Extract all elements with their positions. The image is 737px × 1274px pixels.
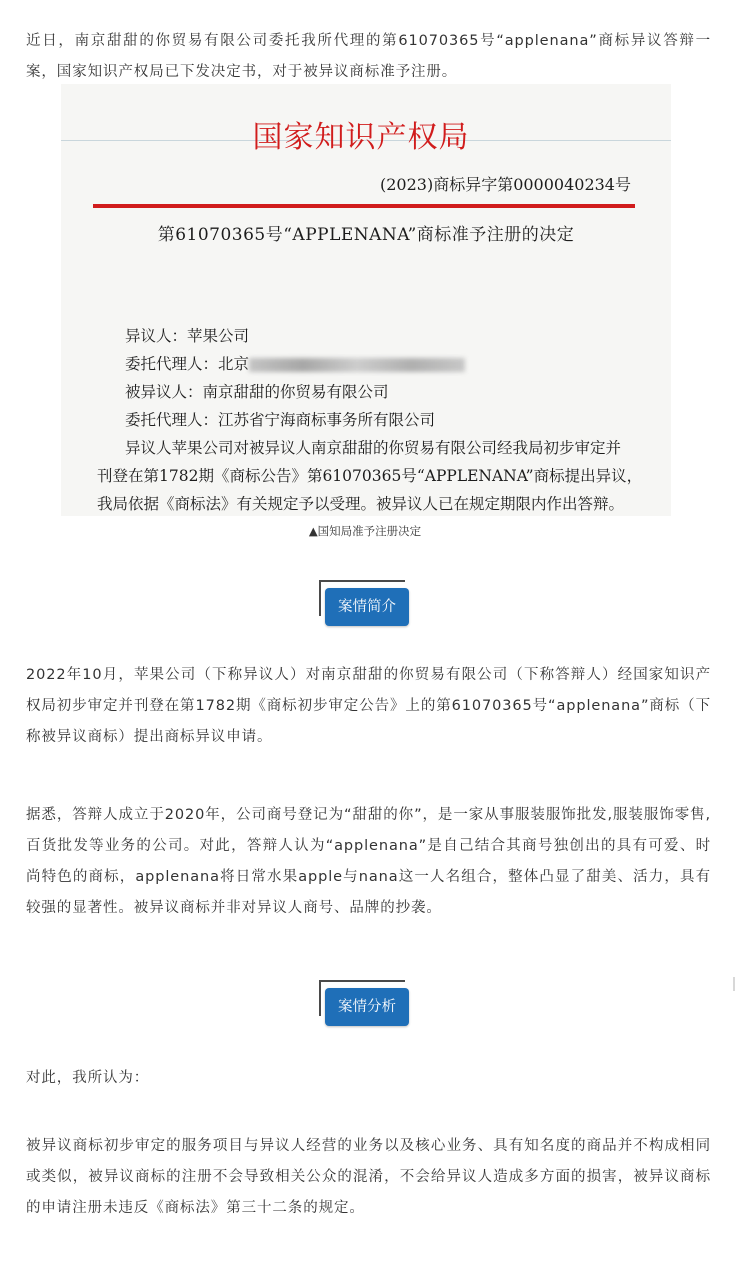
document-org-name: 国家知识产权局 (252, 120, 470, 155)
section-title-case-analysis: 案情分析 (325, 988, 409, 1026)
document-ref-number: (2023)商标异字第0000040234号 (379, 175, 631, 194)
document-line-respondent: 被异议人：南京甜甜的你贸易有限公司 (125, 383, 389, 401)
section-header-case-analysis (319, 980, 414, 1028)
document-line-opponent: 异议人：苹果公司 (125, 327, 250, 345)
paragraph-respondent-claim: 据悉，答辩人成立于2020年，公司商号登记为“甜甜的你”，是一家从事服装服饰批发,服装服饰零售,百货批发等业务的公司。对此，答辩人认为“applenana”是自己结合其商号独创出的具有可爱、时尚特色的商标，applenana将日常水果apple与nana这一人名组合，整体凸显了甜美、活力，具有较强的显著性。被异议商标并非对异议人商号、品牌的抄袭。 (26, 807, 711, 916)
document-body-line-3: 我局依据《商标法》有关规定予以受理。被异议人已在规定期限内作出答辩。 (97, 495, 625, 513)
document-body-line-1: 异议人苹果公司对被异议人南京甜甜的你贸易有限公司经我局初步审定并 (125, 439, 622, 457)
header-corner-horizontal (319, 980, 405, 982)
document-line-agent-2: 委托代理人：江苏省宁海商标事务所有限公司 (125, 411, 436, 429)
decision-document-image (61, 84, 671, 516)
intro-paragraph: 近日，南京甜甜的你贸易有限公司委托我所代理的第61070365号“applenana”商标异议答辩一案，国家知识产权局已下发决定书，对于被异议商标准予注册。 (26, 33, 711, 80)
header-corner-horizontal (319, 580, 405, 582)
edge-mark (733, 977, 735, 991)
paragraph-our-view-lead: 对此，我所认为： (26, 1070, 150, 1086)
redacted-blur (249, 358, 465, 372)
document-body-line-2: 刊登在第1782期《商标公告》第61070365号“APPLENANA”商标提出异议， (97, 467, 643, 485)
paragraph-case-background: 2022年10月，苹果公司（下称异议人）对南京甜甜的你贸易有限公司（下称答辩人）经国家知识产权局初步审定并刊登在第1782期《商标初步审定公告》上的第61070365号“applenana”商标（下称被异议商标）提出商标异议申请。 (26, 667, 711, 745)
document-red-rule (93, 204, 635, 208)
document-line-agent-1-text: 委托代理人：北京 (125, 355, 250, 373)
header-corner-vertical (319, 980, 321, 1016)
document-line-agent-1 (125, 352, 465, 374)
image-caption: ▲国知局准予注册决定 (308, 524, 422, 538)
section-title-case-intro: 案情简介 (325, 588, 409, 626)
section-header-case-intro (319, 580, 414, 628)
document-title: 第61070365号“APPLENANA”商标准予注册的决定 (157, 225, 575, 245)
header-corner-vertical (319, 580, 321, 616)
paragraph-analysis: 被异议商标初步审定的服务项目与异议人经营的业务以及核心业务、具有知名度的商品并不构成相同或类似，被异议商标的注册不会导致相关公众的混淆，不会给异议人造成多方面的损害，被异议商标的申请注册未违反《商标法》第三十二条的规定。 (26, 1138, 711, 1216)
